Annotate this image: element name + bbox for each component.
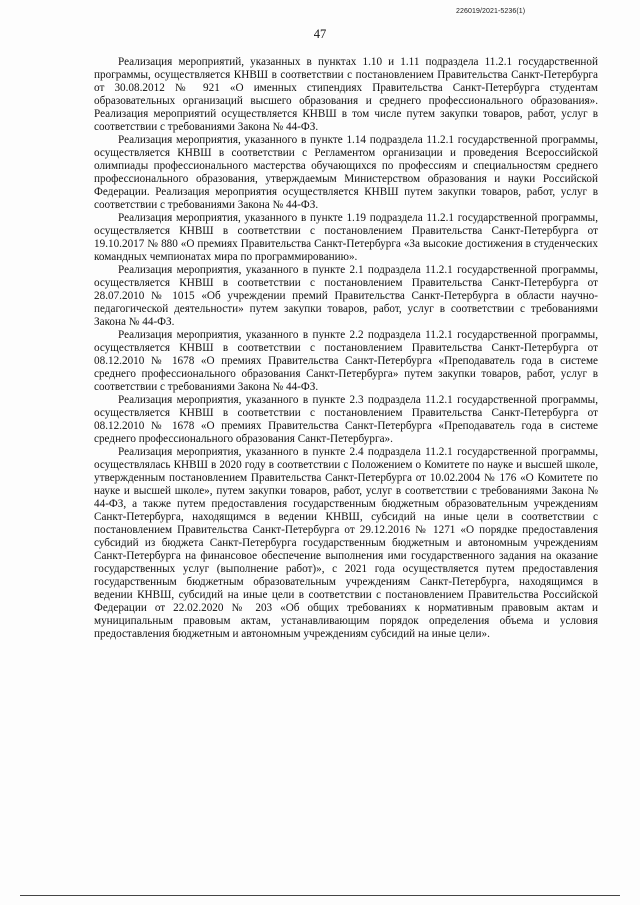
scan-edge-divider (20, 895, 620, 896)
paragraph: Реализация мероприятия, указанного в пункте 1.19 подраздела 11.2.1 государственной программы, осуществляется КНВШ в соответствии с постановлением Правительства Санкт-Петербурга от 19.10.2017 № 880 «О премиях Правительства Санкт-Петербурга «За высокие достижения в студенческих командных чемпионатах мира по программированию». (94, 212, 598, 263)
paragraph: Реализация мероприятий, указанных в пунктах 1.10 и 1.11 подраздела 11.2.1 государственной программы, осуществляется КНВШ в соответствии с постановлением Правительства Санкт-Петербурга от 30.08.2012 № 921 «О именных стипендиях Правительства Санкт-Петербурга студентам образовательных организаций высшего образования и среднего профессионального образования». Реализация мероприятий осуществляется КНВШ в том числе путем закупки товаров, работ, услуг в соответствии с требованиями Закона № 44-ФЗ. (94, 56, 598, 133)
paragraph: Реализация мероприятия, указанного в пункте 2.3 подраздела 11.2.1 государственной программы, осуществляется КНВШ в соответствии с постановлением Правительства Санкт-Петербурга от 08.12.2010 № 1678 «О премиях Правительства Санкт-Петербурга «Преподаватель года в системе среднего профессионального образования Санкт-Петербурга». (94, 394, 598, 445)
paragraph: Реализация мероприятия, указанного в пункте 2.2 подраздела 11.2.1 государственной программы, осуществляется КНВШ в соответствии с постановлением Правительства Санкт-Петербурга от 08.12.2010 № 1678 «О премиях Правительства Санкт-Петербурга «Преподаватель года в системе среднего профессионального образования Санкт-Петербурга» путем закупки товаров, работ, услуг в соответствии с требованиями Закона № 44-ФЗ. (94, 329, 598, 393)
document-registration-stamp: 226019/2021-5236(1) (456, 8, 526, 15)
paragraph: Реализация мероприятия, указанного в пункте 2.4 подраздела 11.2.1 государственной программы, осуществлялась КНВШ в 2020 году в соответствии с Положением о Комитете по науке и высшей школе, утвержденным постановлением Правительства Санкт-Петербурга от 10.02.2004 № 176 «О Комитете по науке и высшей школе», путем закупки товаров, работ, услуг в соответствии с требованиями Закона № 44-ФЗ, а также путем предоставления государственным бюджетным образовательным учреждениям Санкт-Петербурга, находящимся в ведении КНВШ, субсидий на иные цели в соответствии с постановлением Правительства Санкт-Петербурга от 29.12.2016 № 1271 «О порядке предоставления субсидий из бюджета Санкт-Петербурга государственным бюджетным и автономным учреждениям Санкт-Петербурга на финансовое обеспечение выполнения ими государственного задания на оказание государственных услуг (выполнение работ)», с 2021 года осуществляется путем предоставления государственным бюджетным образовательным учреждениям Санкт-Петербурга, находящимся в ведении КНВШ, субсидий на иные цели в соответствии с постановлением Правительства Российской Федерации от 22.02.2020 № 203 «Об общих требованиях к нормативным правовым актам и муниципальным правовым актам, устанавливающим порядок определения объема и условия предоставления бюджетным и автономным учреждениям субсидий на иные цели». (94, 446, 598, 640)
paragraph: Реализация мероприятия, указанного в пункте 2.1 подраздела 11.2.1 государственной программы, осуществляется КНВШ в соответствии с постановлением Правительства Санкт-Петербурга от 28.07.2010 № 1015 «Об учреждении премий Правительства Санкт-Петербурга в области научно-педагогической деятельности» путем закупки товаров, работ, услуг в соответствии с требованиями Закона № 44-ФЗ. (94, 264, 598, 328)
page-number: 47 (313, 27, 327, 41)
paragraph: Реализация мероприятия, указанного в пункте 1.14 подраздела 11.2.1 государственной программы, осуществляется КНВШ в соответствии с Регламентом организации и проведения Всероссийской олимпиады профессионального мастерства обучающихся по профессиям и специальностям среднего профессионального образования, утверждаемым Министерством образования и науки Российской Федерации. Реализация мероприятия осуществляется КНВШ путем закупки товаров, работ, услуг в соответствии с требованиями Закона № 44-ФЗ. (94, 134, 598, 211)
document-body (94, 56, 598, 641)
